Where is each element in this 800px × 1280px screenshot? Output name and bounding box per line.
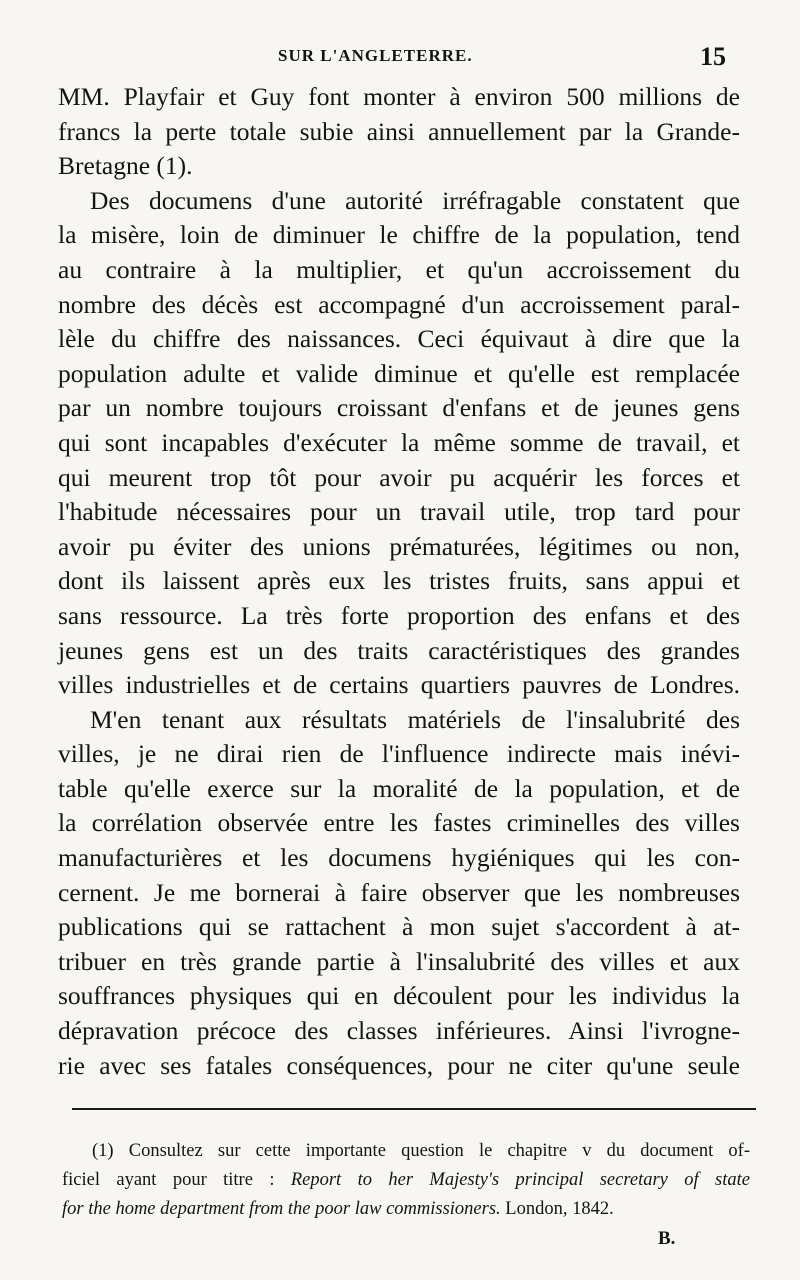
- text-line: publications qui se rattachent à mon sujet s'accordent à at-: [58, 912, 740, 942]
- text-line: sans ressource. La très forte proportion des enfans et des: [58, 600, 740, 630]
- text-line: Bretagne (1).: [58, 151, 193, 181]
- footnote-report-title: Report to her Majesty's principal secretary of state: [290, 1170, 750, 1190]
- text-line: dont ils laissent après eux les tristes fruits, sans appui et: [58, 566, 740, 596]
- text-line: la misère, loin de diminuer le chiffre de la population, tend: [58, 220, 740, 250]
- text-line: Des documens d'une autorité irréfragable constatent que: [90, 185, 740, 215]
- running-title: SUR L'ANGLETERRE.: [278, 46, 473, 65]
- footnote-report-title: for the home department from the poor law commissioners.: [62, 1199, 501, 1219]
- text-line: MM. Playfair et Guy font monter à environ 500 millions de: [58, 82, 740, 111]
- text-line: qui meurent trop tôt pour avoir pu acquérir les forces et: [58, 462, 740, 492]
- text-line: cernent. Je me bornerai à faire observer que les nombreuses: [58, 877, 740, 907]
- text-line: manufacturières et les documens hygiéniques qui les con-: [58, 843, 740, 873]
- text-line: rie avec ses fatales conséquences, pour ne citer qu'une seule: [58, 1050, 740, 1080]
- text-line: M'en tenant aux résultats matériels de l'insalubrité des: [90, 704, 740, 734]
- text-line: souffrances physiques qui en découlent pour les individus la: [58, 981, 740, 1011]
- text-line: villes, je ne dirai rien de l'influence indirecte mais inévi-: [58, 739, 740, 769]
- footnote-line: [62, 1195, 750, 1224]
- text-line: table qu'elle exerce sur la moralité de la population, et de: [58, 773, 740, 803]
- text-line: villes industrielles et de certains quartiers pauvres de Londres.: [58, 670, 740, 700]
- footnote-rule: [72, 1108, 756, 1110]
- text-line: l'habitude nécessaires pour un travail utile, trop tard pour: [58, 497, 740, 527]
- body-text: [58, 80, 740, 1083]
- text-line: avoir pu éviter des unions prématurées, légitimes ou non,: [58, 531, 740, 561]
- text-line: par un nombre toujours croissant d'enfans et de jeunes gens: [58, 393, 740, 423]
- text-line: qui sont incapables d'exécuter la même somme de travail, et: [58, 427, 740, 457]
- running-head: [0, 42, 800, 82]
- text-line: tribuer en très grande partie à l'insalubrité des villes et aux: [58, 946, 740, 976]
- text-line: nombre des décès est accompagné d'un accroissement paral-: [58, 289, 740, 319]
- page-number: 15: [700, 42, 726, 71]
- text-line: au contraire à la multiplier, et qu'un accroissement du: [58, 254, 740, 284]
- footnote-line: (1) Consultez sur cette importante question le chapitre v du document of-: [92, 1141, 750, 1161]
- text-line: lèle du chiffre des naissances. Ceci équivaut à dire que la: [58, 324, 740, 354]
- text-line: population adulte et valide diminue et qu'elle est remplacée: [58, 358, 740, 388]
- footnote-line: [62, 1166, 750, 1195]
- footnote-text: ficiel ayant pour titre :: [62, 1170, 291, 1190]
- text-line: dépravation précoce des classes inférieures. Ainsi l'ivrogne-: [58, 1016, 740, 1046]
- signature-mark: B.: [658, 1228, 676, 1249]
- text-line: francs la perte totale subie ainsi annuellement par la Grande-: [58, 116, 740, 146]
- footnote: [62, 1137, 750, 1224]
- text-line: la corrélation observée entre les fastes criminelles des villes: [58, 808, 740, 838]
- text-line: jeunes gens est un des traits caractéristiques des grandes: [58, 635, 740, 665]
- footnote-text: London, 1842.: [500, 1199, 614, 1219]
